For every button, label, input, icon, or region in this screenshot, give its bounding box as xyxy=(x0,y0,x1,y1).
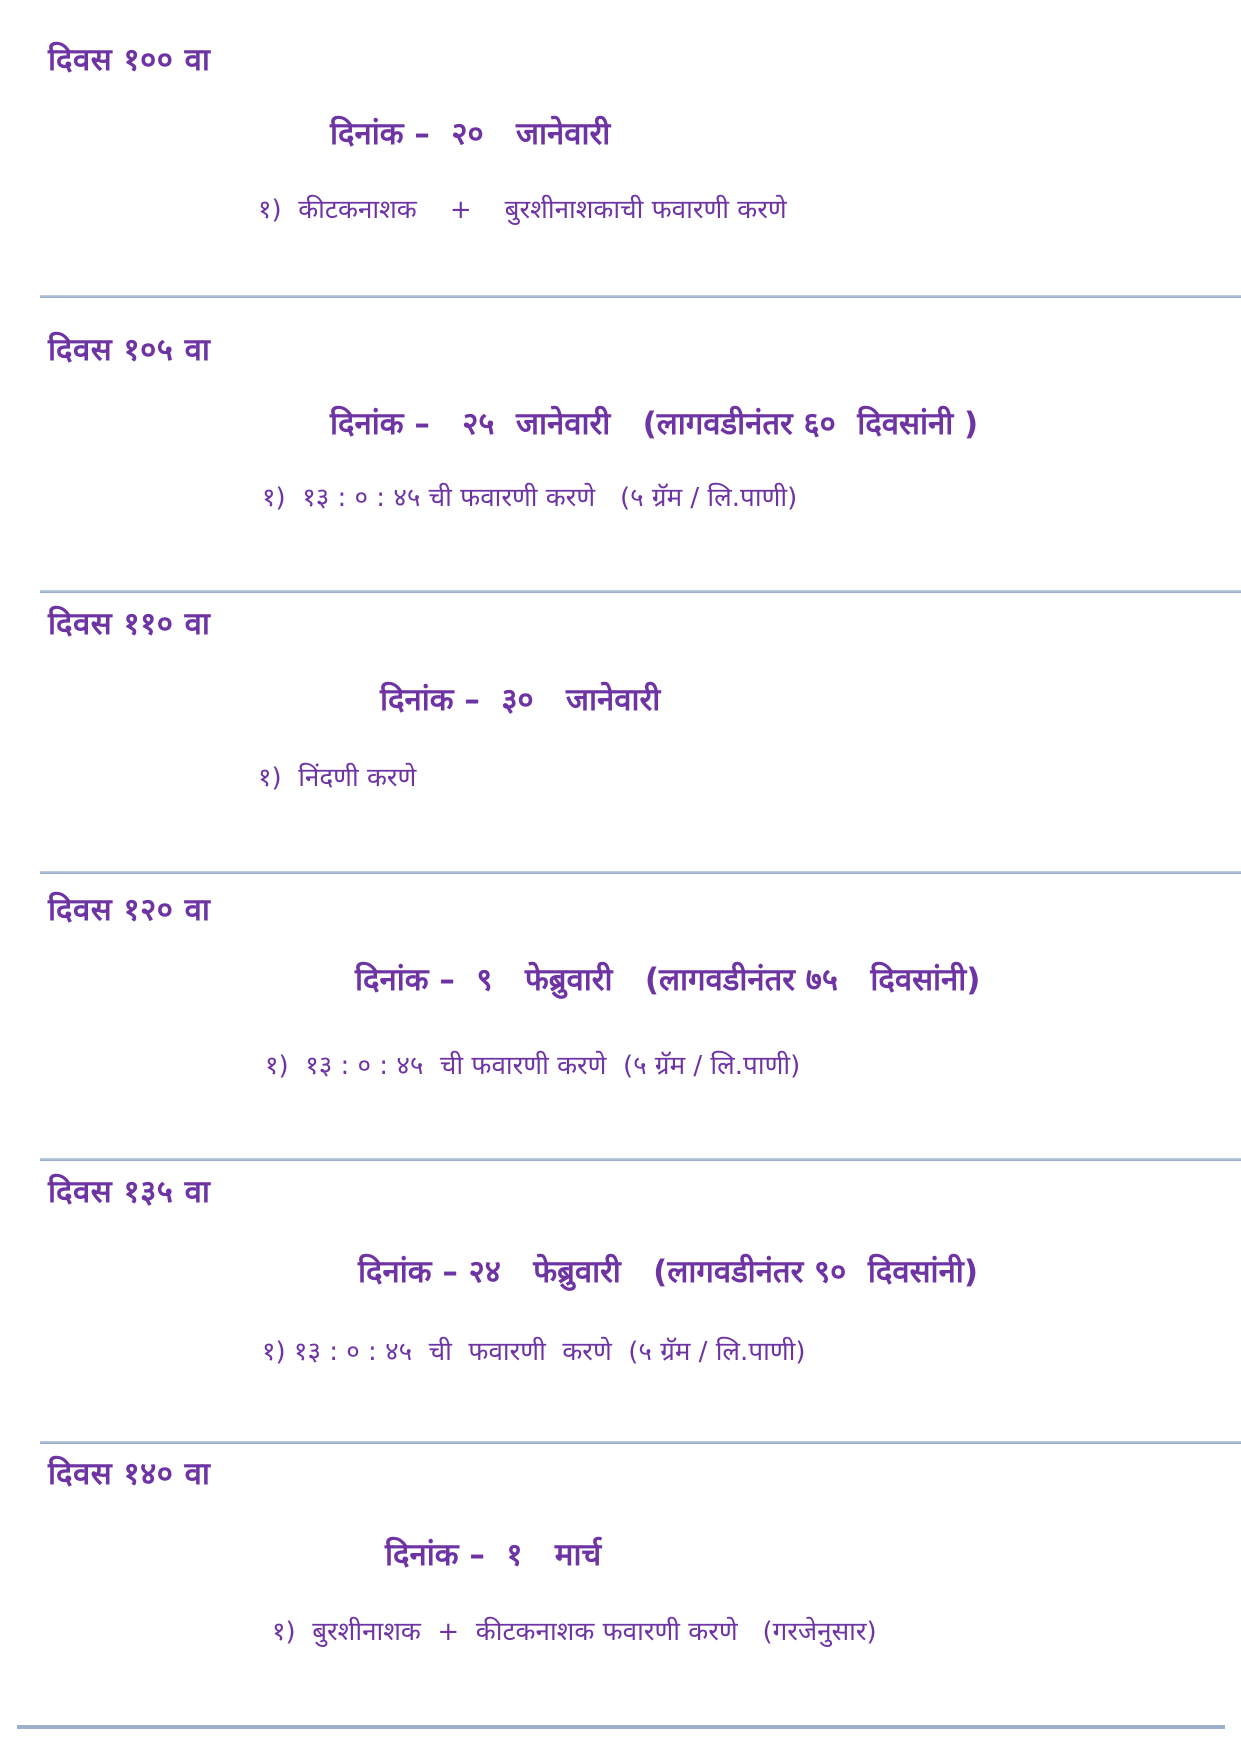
day-heading-135: दिवस १३५ वा xyxy=(48,1174,211,1210)
day-heading-110: दिवस ११० वा xyxy=(48,606,211,642)
section-divider-4 xyxy=(40,1158,1241,1161)
date-line-120: दिनांक – ९ फेब्रुवारी (लागवडीनंतर ७५ दिवसांनी) xyxy=(355,962,981,998)
task-item-140-1: १) बुरशीनाशक + कीटकनाशक फवारणी करणे (गरजेनुसार) xyxy=(272,1617,877,1647)
task-item-105-1: १) १३ : ० : ४५ ची फवारणी करणे (५ ग्रॅम / लि.पाणी) xyxy=(262,483,798,513)
section-divider-5 xyxy=(40,1441,1241,1444)
day-heading-140: दिवस १४० वा xyxy=(48,1456,211,1492)
page-bottom-divider xyxy=(17,1725,1225,1729)
day-heading-120: दिवस १२० वा xyxy=(48,892,211,928)
day-heading-100: दिवस १०० वा xyxy=(48,42,211,78)
date-line-110: दिनांक – ३० जानेवारी xyxy=(380,682,661,718)
section-divider-1 xyxy=(40,295,1241,298)
date-line-105: दिनांक – २५ जानेवारी (लागवडीनंतर ६० दिवसांनी ) xyxy=(330,406,979,442)
task-item-110-1: १) निंदणी करणे xyxy=(258,763,417,793)
task-item-120-1: १) १३ : ० : ४५ ची फवारणी करणे (५ ग्रॅम / लि.पाणी) xyxy=(265,1051,801,1081)
date-line-100: दिनांक – २० जानेवारी xyxy=(330,116,611,152)
task-item-135-1: १) १३ : ० : ४५ ची फवारणी करणे (५ ग्रॅम / लि.पाणी) xyxy=(262,1337,806,1367)
task-item-100-1: १) कीटकनाशक + बुरशीनाशकाची फवारणी करणे xyxy=(258,195,787,225)
section-divider-2 xyxy=(40,590,1241,593)
date-line-135: दिनांक – २४ फेब्रुवारी (लागवडीनंतर ९० दिवसांनी) xyxy=(358,1254,978,1290)
date-line-140: दिनांक – १ मार्च xyxy=(385,1537,602,1573)
day-heading-105: दिवस १०५ वा xyxy=(48,332,211,368)
section-divider-3 xyxy=(40,871,1241,874)
